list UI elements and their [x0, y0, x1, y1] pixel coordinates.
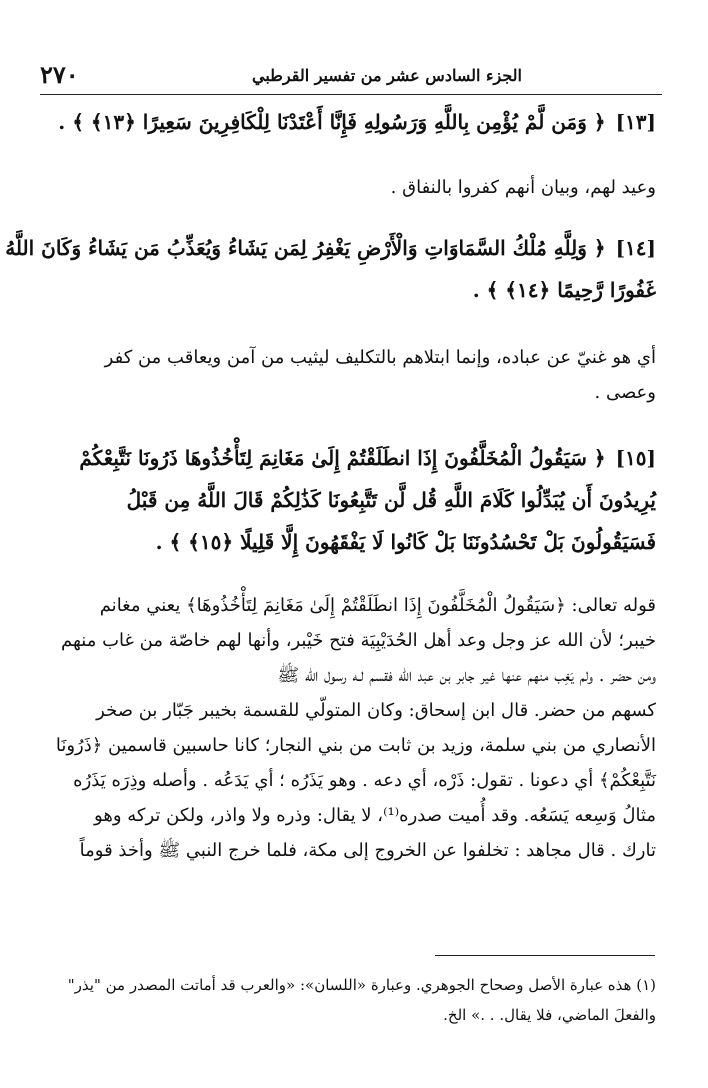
verse-14: [5, 228, 656, 312]
page-number: ٢٧٠: [40, 60, 79, 89]
text-line: الأنصاري من بني سلمة، وزيد بن ثابت من بني النجار؛ كانا حاسبين قاسمين ﴿ذَرُونَا: [55, 735, 656, 756]
text-line: كسهم من حضر. قال ابن إسحاق: وكان المتولّي للقسمة بخيبر جَبّار بن صخر: [96, 700, 656, 721]
footnote-line: والفعلَ الماضي، فلا يقال. . .» الخ.: [443, 1006, 656, 1024]
text-line: تارك . قال مجاهد : تخلفوا عن الخروج إلى مكة، فلما خرج النبي ﷺ وأخذ قوماً: [79, 840, 656, 861]
text-line: خيبر؛ لأن الله عز وجل وعد أهل الحُدَيْبِيَة فتح خَيْبر، وأنها لهم خاصّة من غاب منهم: [61, 630, 656, 651]
verse-15: [34, 438, 656, 564]
verse-line: [١٥]﴿ سَيَقُولُ الْمُخَلَّفُونَ إِذَا انطَلَقْتُمْ إِلَىٰ مَغَانِمَ لِتَأْخُذُوهَا ذَرُونَا نَتَّبِعْكُمْ: [79, 446, 656, 470]
running-title: الجزء السادس عشر من تفسير القرطبي: [252, 66, 522, 85]
verse-line: [١٤]﴿ وَلِلَّهِ مُلْكُ السَّمَاوَاتِ وَالْأَرْضِ يَغْفِرُ لِمَن يَشَاءُ وَيُعَذِّبُ مَن يَشَاءُ وَكَانَ اللَّهُ: [5, 236, 656, 260]
footnote-line: (١) هذه عبارة الأصل وصحاح الجوهري. وعبارة «اللسان»: «والعرب قد أماتت المصدر من "يذر": [67, 976, 656, 994]
text-line: مثالُ وَسِعه يَسَعُه. وقد أُميت صدره⁽¹⁾، لا يقال: وذره ولا واذر، ولكن تركه وهو: [94, 805, 656, 826]
page-header: [40, 58, 662, 95]
commentary-14: [34, 340, 656, 410]
text-line: وعيد لهم، وبيان أنهم كفروا بالنفاق .: [390, 177, 656, 198]
text-line: أي هو غنيّ عن عباده، وإنما ابتلاهم بالتكليف ليثيب من آمن ويعاقب من كفر: [104, 347, 656, 368]
text-line: ومن حضر . ولم يَغِب منهم عنها غير جابر بن عبد الله فقسم لـه رسول الله ﷺ: [277, 665, 656, 686]
text-line: وعصى .: [594, 382, 656, 403]
footnote-divider: [435, 955, 655, 956]
footnotes: [34, 970, 656, 1030]
verse-line: غَفُورًا رَّحِيمًا ﴿١٤﴾ ﴾ .: [472, 278, 656, 302]
text-line: قوله تعالى: ﴿سَيَقُولُ الْمُخَلَّفُونَ إِذَا انطَلَقْتُمْ إِلَىٰ مَغَانِمَ لِتَأْخُذُوهَا﴾ يعني مغانم: [99, 595, 656, 616]
verse-line: يُرِيدُونَ أَن يُبَدِّلُوا كَلَامَ اللَّهِ قُل لَّن تَتَّبِعُونَا كَذَٰلِكُمْ قَالَ اللَّهُ مِن قَبْلُ: [126, 488, 656, 512]
commentary-15: [34, 588, 656, 868]
verse-13: [34, 102, 656, 144]
verse-number: [١٤]: [615, 236, 656, 260]
verse-line: فَسَيَقُولُونَ بَلْ تَحْسُدُونَنَا بَلْ كَانُوا لَا يَفْقَهُونَ إِلَّا قَلِيلًا ﴿١٥﴾ ﴾ .: [155, 530, 656, 554]
verse-line: [١٣]﴿ وَمَن لَّمْ يُؤْمِن بِاللَّهِ وَرَسُولِهِ فَإِنَّا أَعْتَدْنَا لِلْكَافِرِينَ سَعِيرًا ﴿١٣﴾ ﴾ .: [58, 110, 656, 134]
verse-number: [١٣]: [615, 110, 656, 134]
text-line: نَتَّبِعْكُمْ﴾ أي دعونا . تقول: ذَرْه، أي دعه . وهو يَذَرُه ؛ أي يَدَعُه . وأصله وذِرَه يَذَرُه: [73, 770, 656, 791]
verse-number: [١٥]: [615, 446, 656, 470]
commentary-13: [34, 170, 656, 205]
